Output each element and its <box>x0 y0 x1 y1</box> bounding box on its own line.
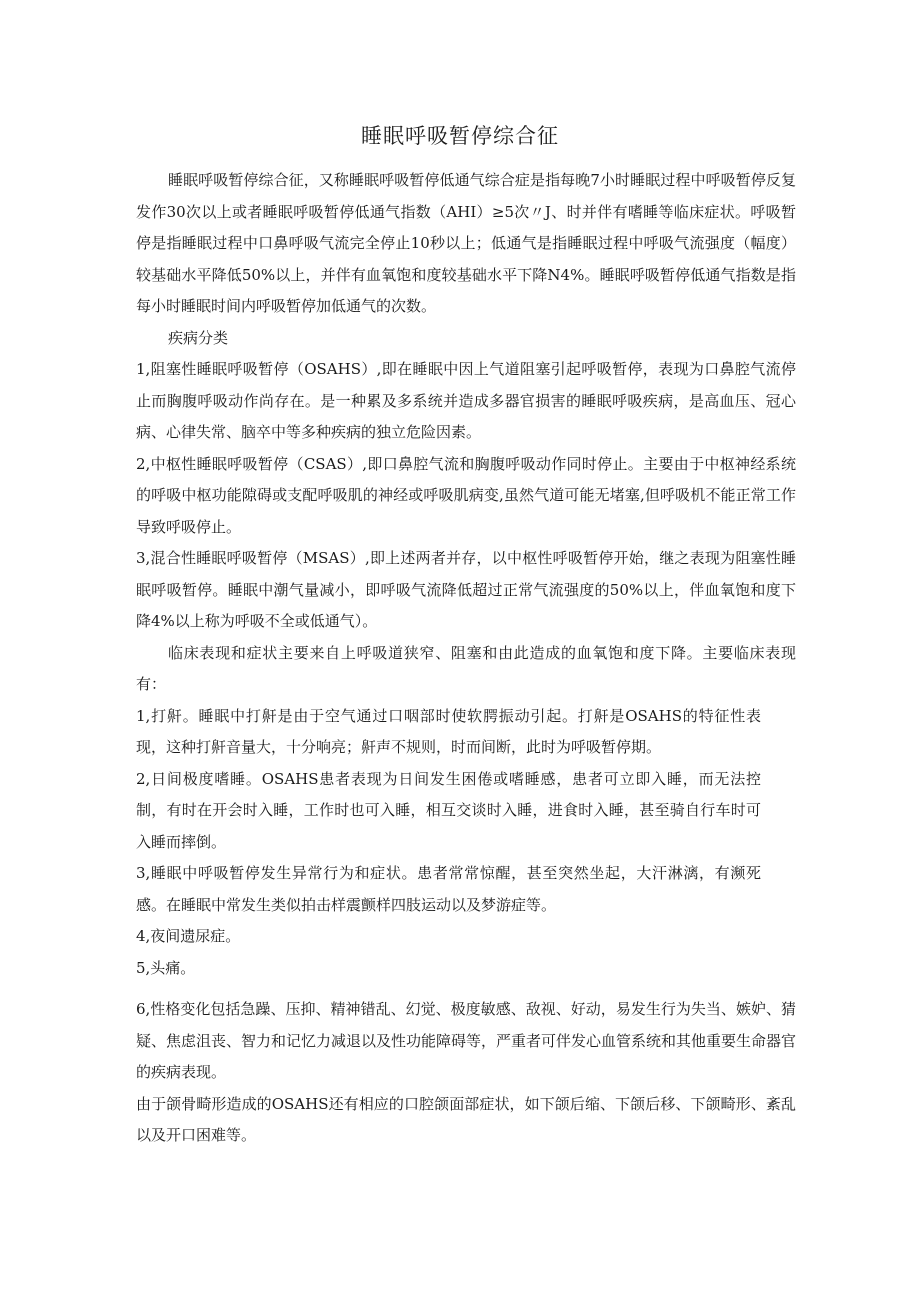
list-item-osahs: 1,阻塞性睡眠呼吸暂停（OSAHS）,即在睡眠中因上气道阻塞引起呼吸暂停，表现为口鼻腔气流停止而胸腹呼吸动作尚存在。是一种累及多系统并造成多器官损害的睡眠呼吸疾病，是高血压、冠心病、心律失常、脑卒中等多种疾病的独立危险因素。 <box>136 360 796 441</box>
symptom-item-personality-change: 6,性格变化包括急躁、压抑、精神错乱、幻觉、极度敏感、敌视、好动，易发生行为失当、嫉妒、猜疑、焦虑沮丧、智力和记忆力减退以及性功能障碍等，严重者可伴发心血管系统和其他重要生命器官的疾病表现。 <box>136 1000 797 1081</box>
symptom-item-headache: 5,头痛。 <box>136 958 196 977</box>
symptom-item-abnormal-behavior: 3,睡眠中呼吸暂停发生异常行为和症状。患者常常惊醒，甚至突然坐起，大汗淋漓，有濒死感。在睡眠中常发生类似拍击样震颤样四肢运动以及梦游症等。 <box>136 864 761 914</box>
symptom-item-snoring: 1,打鼾。睡眠中打鼾是由于空气通过口咽部时使软腭振动引起。打鼾是OSAHS的特征性表现，这种打鼾音量大，十分响亮；鼾声不规则，时而间断，此时为呼吸暂停期。 <box>136 706 761 756</box>
symptom-item-daytime-sleepiness: 2,日间极度嗜睡。OSAHS患者表现为日间发生困倦或嗜睡感，患者可立即入睡，而无法控制，有时在开会时入睡，工作时也可入睡，相互交谈时入睡，进食时入睡，甚至骑自行车时可入睡而摔倒。 <box>136 769 761 851</box>
intro-paragraph: 睡眠呼吸暂停综合征，又称睡眠呼吸暂停低通气综合症是指每晚7小时睡眠过程中呼吸暂停反复发作30次以上或者睡眠呼吸暂停低通气指数（AHI）≥5次〃J、时并伴有嗜睡等临床症状。呼吸暂停是指睡眠过程中口鼻呼吸气流完全停止10秒以上；低通气是指睡眠过程中呼吸气流强度（幅度）较基础水平降低50%以上，并伴有血氧饱和度较基础水平下降N4%。睡眠呼吸暂停低通气指数是指每小时睡眠时间内呼吸暂停加低通气的次数。 <box>136 171 796 315</box>
oral-maxillofacial-paragraph: 由于颌骨畸形造成的OSAHS还有相应的口腔颌面部症状，如下颌后缩、下颌后移、下颌畸形、紊乱以及开口困难等。 <box>136 1094 796 1144</box>
list-item-msas: 3,混合性睡眠呼吸暂停（MSAS）,即上述两者并存，以中枢性呼吸暂停开始，继之表现为阻塞性睡眠呼吸暂停。睡眠中潮气量减小，即呼吸气流降低超过正常气流强度的50%以上，伴血氧饱和度下降4%以上称为呼吸不全或低通气）。 <box>136 549 796 630</box>
symptoms-intro-paragraph: 临床表现和症状主要来自上呼吸道狭窄、阻塞和由此造成的血氧饱和度下降。主要临床表现有： <box>136 643 796 693</box>
symptom-item-enuresis: 4,夜间遗尿症。 <box>136 927 241 945</box>
section-heading-classification: 疾病分类 <box>168 328 229 347</box>
list-item-csas: 2,中枢性睡眠呼吸暂停（CSAS）,即口鼻腔气流和胸腹呼吸动作同时停止。主要由于中枢神经系统的呼吸中枢功能隙碍或支配呼吸肌的神经或呼吸肌病变,虽然气道可能无堵塞,但呼吸机不能正常工作导致呼吸停止。 <box>136 454 796 536</box>
document-title: 睡眠呼吸暂停综合征 <box>361 124 559 148</box>
document-body <box>136 165 796 1152</box>
